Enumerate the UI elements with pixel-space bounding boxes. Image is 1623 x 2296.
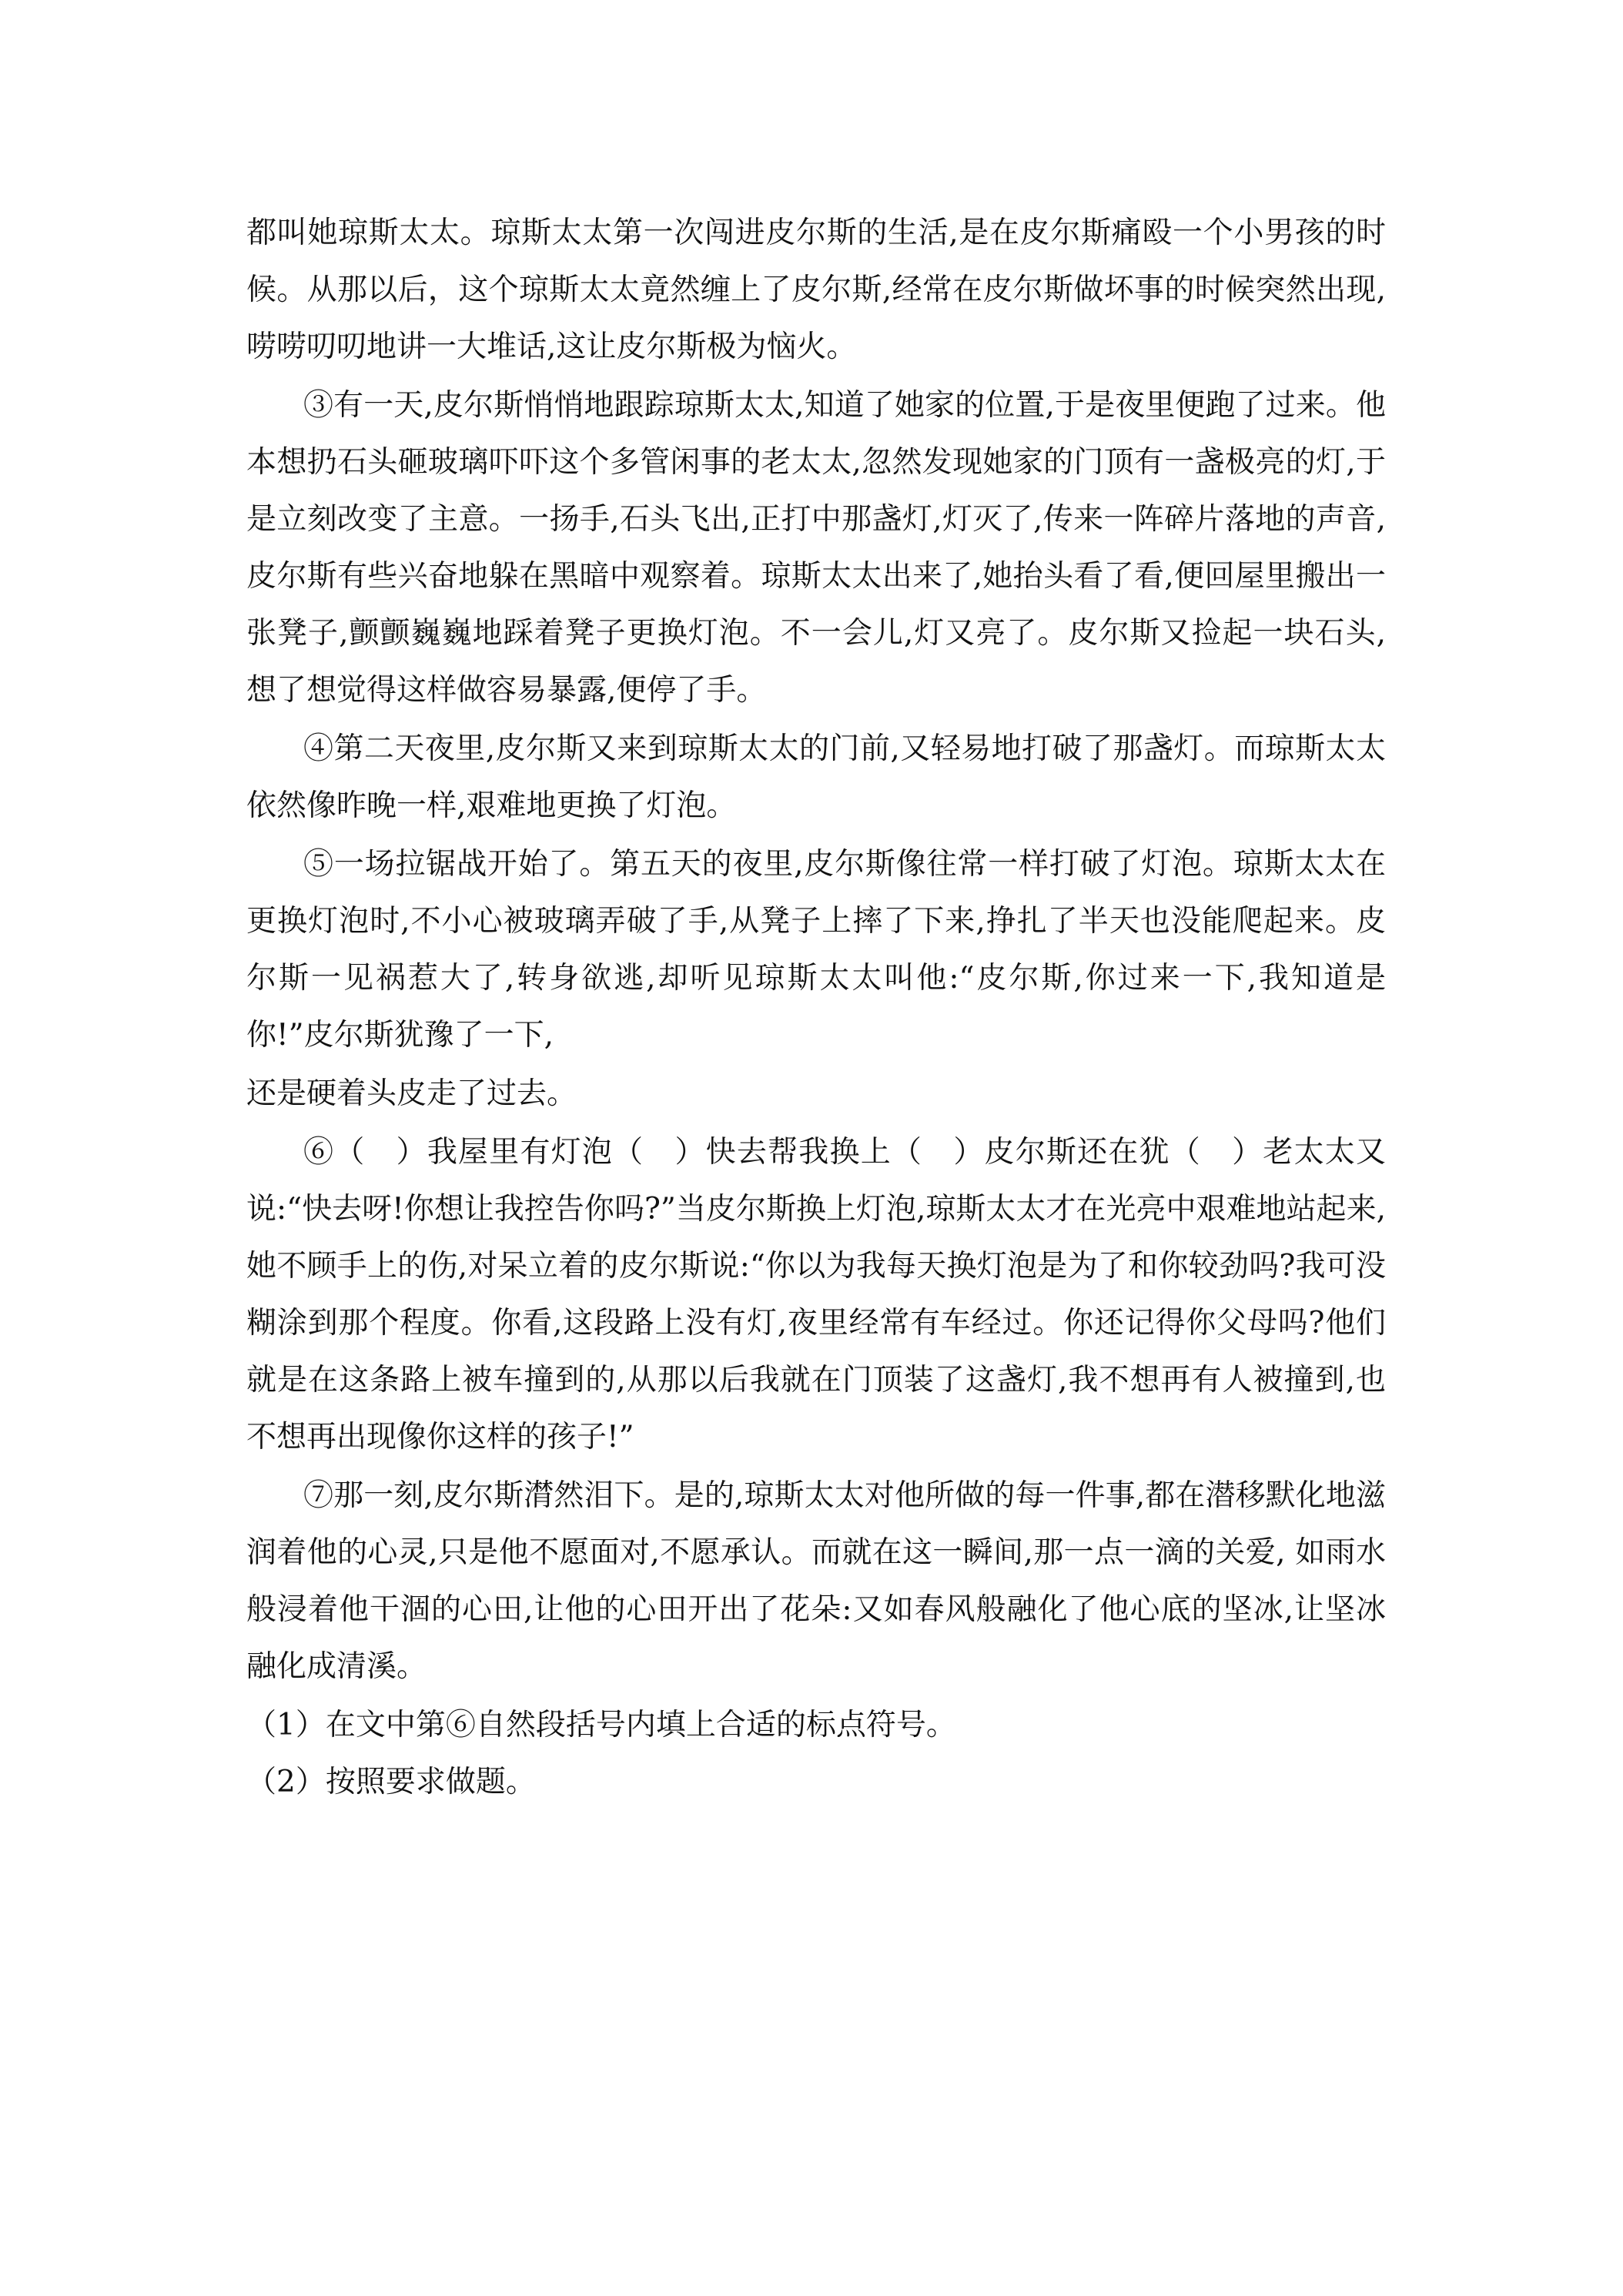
question-1: （1）在文中第⑥自然段括号内填上合适的标点符号。 — [246, 1708, 956, 1742]
paragraph-7: ⑦那一刻,皮尔斯潸然泪下。是的,琼斯太太对他所做的每一件事,都在潜移默化地滋润着他的心灵,只是他不愿面对,不愿承认。而就在这一瞬间,那一点一滴的关爱, 如雨水般浸着他干涸的心田,让他的心田开出了花朵:又如春风般融化了他心底的坚冰,让坚冰融化成清溪。 — [246, 1478, 1386, 1684]
paragraph-2-continued: 都叫她琼斯太太。琼斯太太第一次闯进皮尔斯的生活,是在皮尔斯痛殴一个小男孩的时候。从那以后，这个琼斯太太竟然缠上了皮尔斯,经常在皮尔斯做坏事的时候突然出现,唠唠叨叨地讲一大堆话,这让皮尔斯极为恼火。 — [246, 216, 1386, 364]
document-page — [246, 205, 1386, 1811]
paragraph-5-tail: 还是硬着头皮走了过去。 — [246, 1076, 577, 1111]
paragraph-4: ④第二天夜里,皮尔斯又来到琼斯太太的门前,又轻易地打破了那盏灯。而琼斯太太依然像昨晚一样,艰难地更换了灯泡。 — [246, 731, 1386, 823]
paragraph-3: ③有一天,皮尔斯悄悄地跟踪琼斯太太,知道了她家的位置,于是夜里便跑了过来。他本想扔石头砸玻璃吓吓这个多管闲事的老太太,忽然发现她家的门顶有一盏极亮的灯,于是立刻改变了主意。一扬手,石头飞出,正打中那盏灯,灯灭了,传来一阵碎片落地的声音,皮尔斯有些兴奋地躲在黑暗中观察着。琼斯太太出来了,她抬头看了看,便回屋里搬出一张凳子,颤颤巍巍地踩着凳子更换灯泡。不一会儿,灯又亮了。皮尔斯又捡起一块石头,想了想觉得这样做容易暴露,便停了手。 — [246, 388, 1386, 708]
question-2: （2）按照要求做题。 — [246, 1765, 536, 1799]
paragraph-6: ⑥（ ）我屋里有灯泡（ ）快去帮我换上（ ）皮尔斯还在犹（ ）老太太又说:“快去呀!你想让我控告你吗?”当皮尔斯换上灯泡,琼斯太太才在光亮中艰难地站起来,她不顾手上的伤,对呆立着的皮尔斯说:“你以为我每天换灯泡是为了和你较劲吗?我可没糊涂到那个程度。你看,这段路上没有灯,夜里经常有车经过。你还记得你父母吗?他们就是在这条路上被车撞到的,从那以后我就在门顶装了这盏灯,我不想再有人被撞到,也不想再出现像你这样的孩子!” — [246, 1135, 1386, 1454]
paragraph-5: ⑤一场拉锯战开始了。第五天的夜里,皮尔斯像往常一样打破了灯泡。琼斯太太在更换灯泡时,不小心被玻璃弄破了手,从凳子上摔了下来,挣扎了半天也没能爬起来。皮尔斯一见祸惹大了,转身欲逃,却听见琼斯太太叫他:“皮尔斯,你过来一下,我知道是你!”皮尔斯犹豫了一下, — [246, 847, 1386, 1053]
